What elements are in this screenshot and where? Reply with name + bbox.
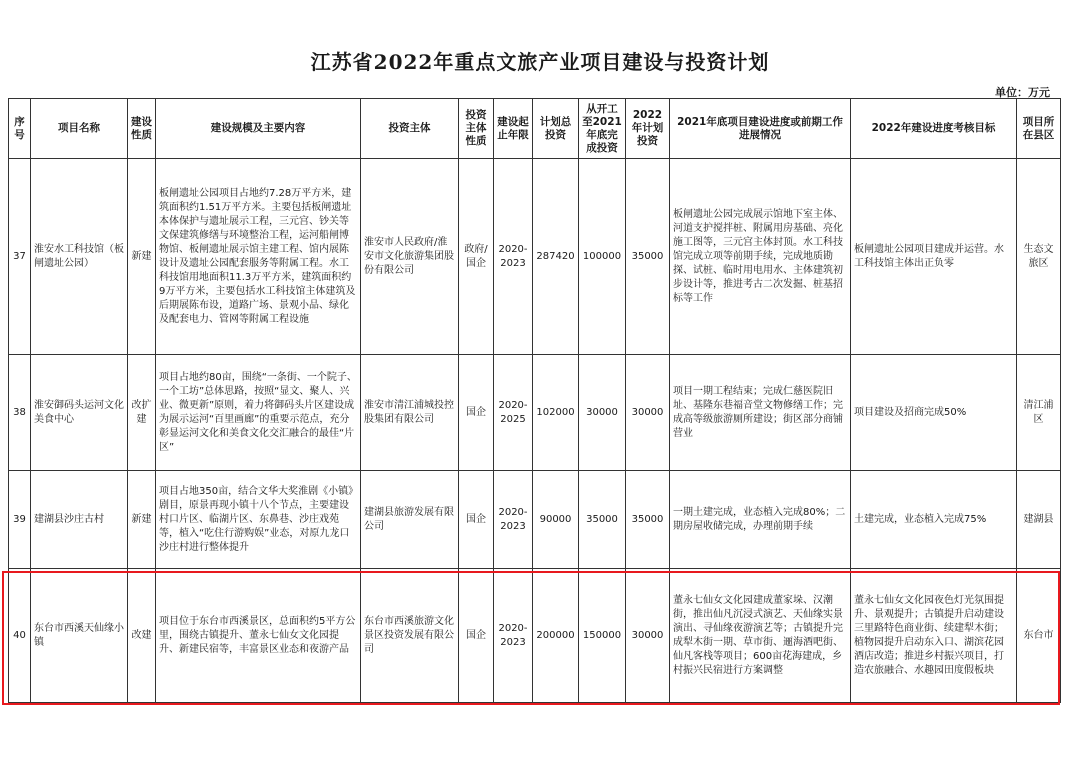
header-done-2021: 从开工至2021年底完成投资 xyxy=(579,99,626,159)
cell-plan-2022: 30000 xyxy=(626,355,670,471)
cell-county: 清江浦区 xyxy=(1017,355,1061,471)
table-row xyxy=(9,355,1061,471)
cell-investor: 淮安市清江浦城投控股集团有限公司 xyxy=(361,355,459,471)
table-header-row xyxy=(9,99,1061,159)
cell-total: 90000 xyxy=(533,471,579,569)
cell-investor: 建湖县旅游发展有限公司 xyxy=(361,471,459,569)
cell-scale: 项目占地350亩，结合文华大奖淮剧《小镇》剧目，原景再现小镇十八个节点，主要建设村口片区、临湖片区、东鼻巷、沙庄戏苑等，植入“吃住行游购娱”业态，对原九龙口沙庄村进行整体提升 xyxy=(156,471,361,569)
header-nature: 建设性质 xyxy=(128,99,156,159)
table-row xyxy=(9,471,1061,569)
header-scale: 建设规模及主要内容 xyxy=(156,99,361,159)
cell-investor-nature: 国企 xyxy=(459,569,494,703)
cell-total: 102000 xyxy=(533,355,579,471)
cell-investor-nature: 政府/国企 xyxy=(459,159,494,355)
cell-scale: 项目位于东台市西溪景区，总面积约5平方公里，围绕古镇提升、董永七仙女文化园提升、新建民宿等，丰富景区业态和夜游产品 xyxy=(156,569,361,703)
cell-done-2021: 30000 xyxy=(579,355,626,471)
cell-seq: 38 xyxy=(9,355,31,471)
table-row xyxy=(9,569,1061,703)
cell-name: 淮安御码头运河文化美食中心 xyxy=(31,355,128,471)
page-title: 江苏省2022年重点文旅产业项目建设与投资计划 xyxy=(310,50,770,74)
header-name: 项目名称 xyxy=(31,99,128,159)
cell-seq: 40 xyxy=(9,569,31,703)
header-total: 计划总投资 xyxy=(533,99,579,159)
cell-investor: 淮安市人民政府/淮安市文化旅游集团股份有限公司 xyxy=(361,159,459,355)
cell-scale: 项目占地约80亩，围绕“一条街、一个院子、一个工坊”总体思路，按照“显文、聚人、兴业、微更新”原则，着力将御码头片区建设成为展示运河“百里画廊”的重要示范点，充分彰显运河文化和美食文化交汇融合的最佳“片区” xyxy=(156,355,361,471)
cell-nature: 改建 xyxy=(128,569,156,703)
cell-progress-2021: 板闸遗址公园完成展示馆地下室主体、河道支护搅拌桩、附属用房基础、亮化施工图等，三元宫主体封顶。水工科技馆完成立项等前期手续，完成地质勘探、试桩、临时用电用水、主体建筑初步设计等，推进考古二次发掘、桩基招标等工作 xyxy=(670,159,851,355)
investment-table xyxy=(8,98,1061,703)
header-plan-2022: 2022年计划投资 xyxy=(626,99,670,159)
header-county: 项目所在县区 xyxy=(1017,99,1061,159)
cell-plan-2022: 30000 xyxy=(626,569,670,703)
cell-name: 东台市西溪天仙缘小镇 xyxy=(31,569,128,703)
cell-done-2021: 35000 xyxy=(579,471,626,569)
cell-plan-2022: 35000 xyxy=(626,471,670,569)
cell-progress-2021: 董永七仙女文化园建成董家垛、汉潮街，推出仙凡沉浸式演艺、天仙缘实景演出、寻仙缘夜游演艺等；古镇提升完成犁木街一期、草市街、逦海酒吧街、仙凡客栈等项目；600亩花海建成，乡村振兴民宿进行方案调整 xyxy=(670,569,851,703)
cell-done-2021: 100000 xyxy=(579,159,626,355)
cell-total: 287420 xyxy=(533,159,579,355)
cell-total: 200000 xyxy=(533,569,579,703)
cell-target-2022: 土建完成，业态植入完成75% xyxy=(851,471,1017,569)
unit-label: 单位：万元 xyxy=(995,86,1050,99)
cell-nature: 改扩建 xyxy=(128,355,156,471)
header-period: 建设起止年限 xyxy=(494,99,533,159)
cell-progress-2021: 一期土建完成，业态植入完成80%；二期房屋收储完成，办理前期手续 xyxy=(670,471,851,569)
cell-investor-nature: 国企 xyxy=(459,471,494,569)
header-investor-nature: 投资主体性质 xyxy=(459,99,494,159)
cell-period: 2020-2023 xyxy=(494,471,533,569)
cell-county: 建湖县 xyxy=(1017,471,1061,569)
cell-county: 生态文旅区 xyxy=(1017,159,1061,355)
cell-investor: 东台市西溪旅游文化景区投资发展有限公司 xyxy=(361,569,459,703)
cell-name: 建湖县沙庄古村 xyxy=(31,471,128,569)
cell-target-2022: 项目建设及招商完成50% xyxy=(851,355,1017,471)
cell-investor-nature: 国企 xyxy=(459,355,494,471)
cell-progress-2021: 项目一期工程结束；完成仁慈医院旧址、基隆东巷福音堂文物修缮工作；完成高等级旅游厕所建设；街区部分商铺营业 xyxy=(670,355,851,471)
cell-name: 淮安水工科技馆（板闸遗址公园） xyxy=(31,159,128,355)
header-progress-2021: 2021年底项目建设进度或前期工作进展情况 xyxy=(670,99,851,159)
table-row xyxy=(9,159,1061,355)
cell-period: 2020-2023 xyxy=(494,569,533,703)
cell-nature: 新建 xyxy=(128,471,156,569)
cell-target-2022: 董永七仙女文化园夜色灯光氛围提升、景观提升；古镇提升启动建设三里路特色商业街、续建犁木街；植物园提升启动东入口、湖滨花园酒店改造；推进乡村振兴项目，打造农旅融合、水趣园田度假板块 xyxy=(851,569,1017,703)
header-seq: 序号 xyxy=(9,99,31,159)
cell-seq: 37 xyxy=(9,159,31,355)
cell-done-2021: 150000 xyxy=(579,569,626,703)
header-target-2022: 2022年建设进度考核目标 xyxy=(851,99,1017,159)
cell-scale: 板闸遗址公园项目占地约7.28万平方米，建筑面积约1.51万平方米。主要包括板闸遗址本体保护与遗址展示工程，三元宫、钞关等文保建筑修缮与环境整治工程，运河船闸博物馆、板闸遗址展示馆主建工程、馆内展陈设计及遗址公园配套服务等附属工程。水工科技馆用地面积11.3万平方米，建筑面积约9万平方米，主要包括水工科技馆主体建筑及后期展陈布设，道路广场、景观小品、绿化及配套电力、管网等附属工程设施 xyxy=(156,159,361,355)
cell-plan-2022: 35000 xyxy=(626,159,670,355)
cell-seq: 39 xyxy=(9,471,31,569)
header-investor: 投资主体 xyxy=(361,99,459,159)
cell-period: 2020-2023 xyxy=(494,159,533,355)
cell-period: 2020-2025 xyxy=(494,355,533,471)
cell-county: 东台市 xyxy=(1017,569,1061,703)
cell-nature: 新建 xyxy=(128,159,156,355)
cell-target-2022: 板闸遗址公园项目建成并运营。水工科技馆主体出正负零 xyxy=(851,159,1017,355)
